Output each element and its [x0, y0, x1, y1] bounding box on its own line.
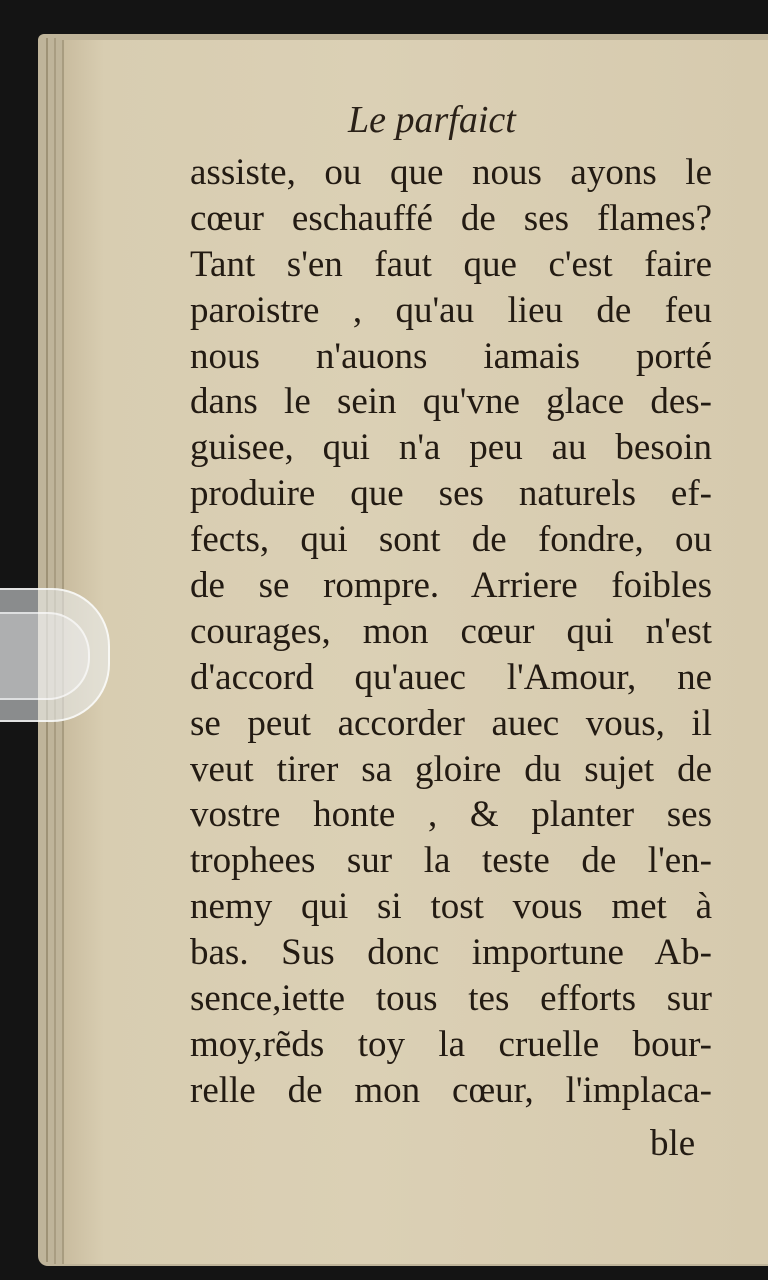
text-line: dans le sein qu'vne glace des-: [190, 381, 712, 423]
text-line: trophees sur la teste de l'en-: [190, 840, 712, 882]
text-line: se peut accorder auec vous, il: [190, 702, 712, 744]
text-line: vostre honte , & planter ses: [190, 794, 712, 836]
running-head: Le parfaict: [348, 99, 516, 141]
text-line: nemy qui si tost vous met à: [190, 886, 712, 928]
text-line: sence,iette tous tes efforts sur: [190, 978, 712, 1020]
text-line: assiste, ou que nous ayons le: [190, 152, 712, 193]
text-line: Tant s'en faut que c'est faire: [190, 243, 712, 285]
page-clip-inner: [0, 612, 90, 700]
text-line: cœur eschauffé de ses flames?: [190, 197, 712, 239]
text-line: veut tirer sa gloire du sujet de: [190, 748, 712, 790]
text-block: [190, 150, 712, 1114]
text-line: guisee, qui n'a peu au besoin: [190, 427, 712, 469]
text-line: fects, qui sont de fondre, ou: [190, 519, 712, 561]
text-line: relle de mon cœur, l'implaca-: [190, 1069, 712, 1111]
text-line: nous n'auons iamais porté: [190, 335, 712, 377]
text-line: de se rompre. Arriere foibles: [190, 565, 712, 607]
catchword: ble: [650, 1123, 696, 1164]
text-line: paroistre , qu'au lieu de feu: [190, 289, 712, 331]
text-line: d'accord qu'auec l'Amour, ne: [190, 656, 712, 698]
text-line: moy,rẽds toy la cruelle bour-: [190, 1023, 712, 1065]
text-line: produire que ses naturels ef-: [190, 473, 712, 515]
text-line: bas. Sus donc importune Ab-: [190, 932, 712, 974]
text-line: courages, mon cœur qui n'est: [190, 610, 712, 652]
